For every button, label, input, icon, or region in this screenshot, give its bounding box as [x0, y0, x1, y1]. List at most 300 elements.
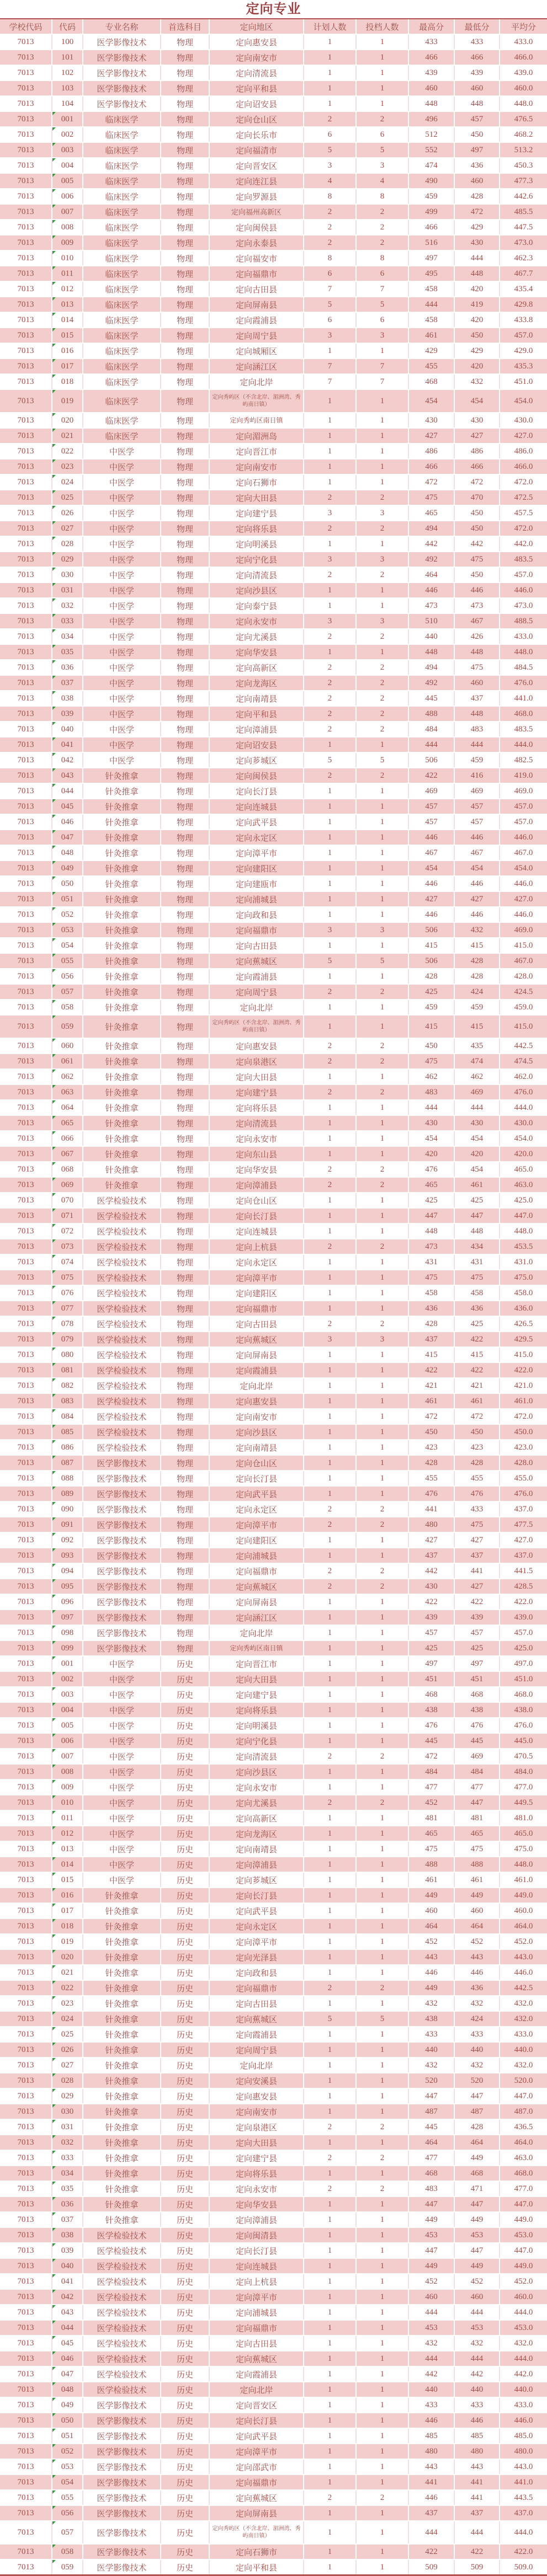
table-row [0, 1223, 547, 1239]
cell-value: 定向仓山区 [235, 115, 277, 125]
cell-value: 2 [380, 1751, 385, 1761]
cell-value: 历史 [176, 1691, 193, 1700]
cell-value: 466 [470, 52, 484, 62]
cell-value: 472 [425, 477, 438, 487]
number-stored-as-text-indicator-icon [52, 1147, 56, 1150]
cell [304, 2444, 356, 2459]
cell [304, 845, 356, 861]
cell [500, 1162, 547, 1177]
cell [304, 413, 356, 428]
cell-value: 定向蕉城区 [235, 2015, 277, 2024]
cell [356, 1471, 408, 1486]
cell-value: 定向仓山区 [235, 1459, 277, 1468]
cell [454, 474, 500, 490]
cell [454, 830, 500, 845]
cell [454, 891, 500, 907]
cell-value: 464 [425, 2137, 438, 2147]
cell-value: 1 [327, 1952, 332, 1962]
cell-value: 定向罗源县 [235, 193, 277, 202]
cell-value: 437.0 [514, 1504, 533, 1514]
cell-value: 中医学 [109, 447, 134, 457]
cell-value: 医学检验技术 [97, 1243, 147, 1252]
cell-value: 427 [425, 1535, 438, 1544]
cell [209, 2073, 304, 2088]
cell-value: 1 [327, 2045, 332, 2054]
cell-value: 415 [470, 1350, 484, 1359]
cell [500, 1223, 547, 1239]
table-row [0, 2305, 547, 2320]
cell [209, 1146, 304, 1162]
number-stored-as-text-indicator-icon [52, 985, 56, 988]
cell-value: 7013 [17, 1875, 34, 1884]
cell-value: 医学影像技术 [97, 2478, 147, 2488]
column-header: 投档人数 [356, 19, 408, 34]
cell-value: 040 [61, 2261, 74, 2270]
cell [209, 2027, 304, 2042]
cell [304, 582, 356, 598]
cell [161, 474, 209, 490]
cell [83, 505, 161, 521]
table-row [0, 1084, 547, 1100]
table-row [0, 2135, 547, 2150]
cell-value: 医学影像技术 [97, 2548, 147, 2557]
cell-value: 492 [425, 678, 438, 687]
cell [356, 1625, 408, 1640]
cell-value: 定向建宁县 [235, 509, 277, 519]
cell [408, 297, 454, 312]
cell-value: 1 [327, 910, 332, 919]
table-row [0, 1872, 547, 1888]
cell [209, 1918, 304, 1934]
cell [83, 1378, 161, 1393]
cell-value: 433.8 [514, 315, 533, 324]
cell-value: 1 [380, 1381, 385, 1390]
cell-value: 中医学 [109, 710, 134, 719]
cell-value: 427.0 [514, 1535, 533, 1544]
cell [209, 938, 304, 953]
cell [161, 1702, 209, 1718]
cell [209, 1285, 304, 1301]
cell-value: 历史 [176, 2216, 193, 2225]
cell-value: 物理 [176, 849, 193, 858]
cell [161, 1965, 209, 1980]
cell [500, 2475, 547, 2490]
cell [161, 2397, 209, 2413]
cell-value: 中医学 [109, 1737, 134, 1746]
cell-value: 1 [380, 2292, 385, 2301]
cell [209, 2166, 304, 2181]
cell-value: 7013 [17, 2493, 34, 2502]
cell [500, 1857, 547, 1872]
cell [83, 50, 161, 65]
cell-value: 定向晋江市 [235, 447, 277, 457]
cell-value: 医学影像技术 [97, 2463, 147, 2472]
cell [0, 1486, 52, 1501]
cell [356, 691, 408, 706]
cell [304, 1100, 356, 1115]
cell [161, 220, 209, 235]
cell-value: 462 [425, 1072, 438, 1081]
table-row [0, 922, 547, 938]
cell-value: 7013 [17, 2153, 34, 2162]
cell [356, 1841, 408, 1857]
cell [0, 536, 52, 552]
cell [408, 1347, 454, 1362]
table-row [0, 505, 547, 521]
cell [454, 189, 500, 204]
number-stored-as-text-indicator-icon [52, 1641, 56, 1644]
cell-value: 物理 [176, 1150, 193, 1159]
cell [454, 443, 500, 459]
cell [209, 1362, 304, 1378]
cell [304, 1702, 356, 1718]
cell [356, 521, 408, 536]
cell-value: 中医学 [109, 586, 134, 596]
cell-value: 460.0 [514, 83, 533, 93]
cell-value: 476.0 [514, 678, 533, 687]
cell [52, 1409, 83, 1424]
cell-value: 442 [425, 539, 438, 548]
cell-value: 定向沙县区 [235, 586, 277, 596]
cell [83, 2444, 161, 2459]
cell [0, 1996, 52, 2011]
cell-value: 442 [470, 539, 484, 548]
cell-value: 物理 [176, 69, 193, 78]
cell-value: 7013 [17, 601, 34, 610]
cell [356, 1486, 408, 1501]
cell-value: 1 [380, 2168, 385, 2178]
cell-value: 历史 [176, 2293, 193, 2302]
number-stored-as-text-indicator-icon [52, 676, 56, 679]
cell [454, 1749, 500, 1764]
cell-value: 483 [425, 1087, 438, 1097]
cell [454, 1872, 500, 1888]
cell-value: 425 [425, 1195, 438, 1205]
cell [83, 752, 161, 768]
number-stored-as-text-indicator-icon [52, 2043, 56, 2046]
cell-value: 2 [327, 1041, 332, 1050]
cell [83, 1888, 161, 1903]
cell-value: 临床医学 [105, 254, 139, 264]
number-stored-as-text-indicator-icon [52, 506, 56, 509]
cell [209, 1640, 304, 1656]
cell-value: 428 [425, 1319, 438, 1328]
cell-value: 7013 [17, 1180, 34, 1189]
cell-value: 定向蕉城区 [235, 1335, 277, 1345]
table-row [0, 1532, 547, 1548]
cell [356, 2073, 408, 2088]
cell [83, 1146, 161, 1162]
cell [500, 1548, 547, 1563]
cell-value: 定向霞浦县 [235, 316, 277, 325]
cell-value: 1 [380, 1767, 385, 1776]
cell [408, 1100, 454, 1115]
cell [209, 1795, 304, 1810]
cell-value: 421 [425, 1381, 438, 1390]
cell-value: 定向上杭县 [235, 2278, 277, 2287]
cell-value: 444 [425, 740, 438, 749]
cell-value: 059 [61, 2562, 74, 2572]
cell [304, 861, 356, 876]
cell-value: 448 [425, 647, 438, 656]
cell [161, 1548, 209, 1563]
cell [500, 1764, 547, 1779]
cell-value: 001 [61, 114, 74, 124]
cell-value: 2 [380, 632, 385, 641]
cell-value: 427 [470, 431, 484, 440]
cell [304, 922, 356, 938]
table-row [0, 2490, 547, 2505]
cell [408, 173, 454, 189]
cell-value: 447 [470, 1211, 484, 1220]
cell-value: 468.0 [514, 1690, 533, 1699]
number-stored-as-text-indicator-icon [52, 2120, 56, 2123]
table-row [0, 1100, 547, 1115]
cell [304, 96, 356, 111]
cell-value: 425 [470, 1319, 484, 1328]
cell [500, 1347, 547, 1362]
cell-value: 7013 [17, 99, 34, 108]
cell-value: 444 [470, 740, 484, 749]
cell-value: 定向南靖县 [235, 1444, 277, 1453]
table-row [0, 2119, 547, 2135]
cell [209, 1409, 304, 1424]
cell [408, 2289, 454, 2305]
cell [500, 2227, 547, 2243]
number-stored-as-text-indicator-icon [52, 297, 56, 301]
cell [52, 2166, 83, 2181]
cell-value: 物理 [176, 679, 193, 688]
cell [52, 142, 83, 158]
cell [209, 328, 304, 343]
cell [52, 312, 83, 328]
number-stored-as-text-indicator-icon [52, 375, 56, 378]
cell [454, 1918, 500, 1934]
cell-value: 428.5 [514, 1581, 533, 1591]
cell [209, 343, 304, 359]
number-stored-as-text-indicator-icon [52, 2305, 56, 2308]
table-row [0, 1285, 547, 1301]
cell-value: 7013 [17, 284, 34, 293]
cell-value: 1 [380, 2354, 385, 2363]
cell [161, 1486, 209, 1501]
cell [161, 459, 209, 474]
cell-value: 针灸推拿 [105, 1088, 139, 1098]
cell-value: 045 [61, 801, 74, 811]
cell-value: 7013 [17, 1319, 34, 1328]
cell [500, 598, 547, 613]
cell-value: 458.0 [514, 1288, 533, 1297]
cell-value: 7013 [17, 771, 34, 780]
cell [304, 953, 356, 969]
cell-value: 103 [61, 83, 74, 93]
cell [52, 490, 83, 505]
cell [408, 1872, 454, 1888]
table-row [0, 1378, 547, 1393]
cell [408, 158, 454, 173]
cell-value: 定向古田县 [235, 2339, 277, 2349]
cell-value: 492 [425, 554, 438, 564]
cell [304, 281, 356, 297]
cell-value: 030 [61, 570, 74, 579]
cell [454, 1594, 500, 1610]
cell-value: 物理 [176, 1644, 193, 1654]
cell [0, 2135, 52, 2150]
cell [83, 1332, 161, 1347]
cell-value: 446 [470, 1968, 484, 1977]
cell [161, 1285, 209, 1301]
cell-value: 7013 [17, 1952, 34, 1962]
cell-value: 010 [61, 1798, 74, 1807]
cell-value: 460.0 [514, 1906, 533, 1915]
cell-value: 436 [425, 1303, 438, 1313]
cell-value: 7013 [17, 83, 34, 93]
cell-value: 7 [327, 284, 332, 293]
cell-value: 历史 [176, 2046, 193, 2055]
cell [356, 536, 408, 552]
cell-value: 7013 [17, 1195, 34, 1205]
cell [0, 1038, 52, 1054]
cell [408, 984, 454, 1000]
cell [0, 891, 52, 907]
cell [304, 1084, 356, 1100]
cell-value: 2 [327, 222, 332, 232]
table-row [0, 374, 547, 389]
cell-value: 物理 [176, 725, 193, 735]
cell-value: 7013 [17, 987, 34, 996]
cell [454, 1702, 500, 1718]
cell-value: 定向永定区 [235, 1922, 277, 1932]
cell [209, 984, 304, 1000]
cell [161, 1594, 209, 1610]
table-row [0, 1702, 547, 1718]
cell [0, 1084, 52, 1100]
cell [500, 1718, 547, 1733]
cell-value: 433 [470, 37, 484, 46]
cell-value: 091 [61, 1520, 74, 1529]
cell [0, 1069, 52, 1084]
number-stored-as-text-indicator-icon [52, 158, 56, 162]
cell [408, 443, 454, 459]
cell [52, 2104, 83, 2119]
cell-value: 7013 [17, 2184, 34, 2193]
cell [0, 706, 52, 722]
cell [408, 1015, 454, 1038]
cell [356, 1146, 408, 1162]
number-stored-as-text-indicator-icon [52, 1857, 56, 1861]
cell-value: 定向永定区 [235, 1258, 277, 1268]
table-row [0, 2011, 547, 2027]
cell [356, 1532, 408, 1548]
table-row [0, 737, 547, 752]
cell [52, 2274, 83, 2289]
cell [500, 2559, 547, 2575]
cell-value: 1 [327, 431, 332, 440]
cell [408, 1285, 454, 1301]
cell-value: 医学检验技术 [97, 1428, 147, 1437]
cell [161, 1177, 209, 1193]
cell [83, 861, 161, 876]
cell-value: 1 [380, 1937, 385, 1946]
cell [161, 50, 209, 65]
number-stored-as-text-indicator-icon [52, 1888, 56, 1891]
cell [83, 281, 161, 297]
cell-value: 医学影像技术 [97, 1536, 147, 1546]
cell [454, 1177, 500, 1193]
cell-value: 017 [61, 1906, 74, 1915]
cell-value: 2 [380, 771, 385, 780]
cell-value: 物理 [176, 972, 193, 982]
number-stored-as-text-indicator-icon [52, 1286, 56, 1289]
cell [454, 2135, 500, 2150]
cell-value: 医学影像技术 [97, 69, 147, 78]
cell [161, 891, 209, 907]
table-row [0, 189, 547, 204]
cell-value: 448 [470, 99, 484, 108]
cell-value: 针灸推拿 [105, 1181, 139, 1190]
cell-value: 059 [61, 1022, 74, 1031]
cell [0, 413, 52, 428]
cell [408, 2428, 454, 2444]
table-row [0, 1471, 547, 1486]
cell-value: 定向永安市 [235, 1135, 277, 1144]
table-row [0, 2382, 547, 2397]
cell [0, 2258, 52, 2274]
cell-value: 044 [61, 2323, 74, 2332]
table-row [0, 1996, 547, 2011]
cell [161, 81, 209, 96]
cell-value: 1 [327, 940, 332, 950]
cell-value: 433 [425, 2029, 438, 2039]
cell-value: 453 [425, 2323, 438, 2332]
cell-value: 483 [425, 2184, 438, 2193]
cell [83, 2289, 161, 2305]
cell-value: 477 [425, 1782, 438, 1792]
cell-value: 临床医学 [105, 162, 139, 171]
cell [0, 2088, 52, 2104]
cell [454, 1362, 500, 1378]
cell [209, 1424, 304, 1440]
cell-value: 中医学 [109, 525, 134, 534]
cell-value: 444.0 [514, 2307, 533, 2317]
cell-value: 定向建宁县 [235, 1088, 277, 1098]
cell [356, 1872, 408, 1888]
number-stored-as-text-indicator-icon [52, 691, 56, 694]
cell-value: 035 [61, 647, 74, 656]
cell-value: 029 [61, 554, 74, 564]
cell [209, 1594, 304, 1610]
cell [0, 629, 52, 644]
cell [161, 1996, 209, 2011]
cell [52, 2305, 83, 2320]
cell-value: 定向霞浦县 [235, 1366, 277, 1376]
cell [500, 1069, 547, 1084]
cell-value: 459 [425, 1002, 438, 1012]
cell-value: 080 [61, 1350, 74, 1359]
cell-value: 定向长汀县 [235, 2247, 277, 2256]
cell-value: 2 [380, 222, 385, 232]
cell-value: 451.0 [514, 1674, 533, 1684]
number-stored-as-text-indicator-icon [52, 614, 56, 617]
cell-value: 定向福安市 [235, 254, 277, 264]
cell-value: 定向永安市 [235, 2185, 277, 2194]
cell [52, 1517, 83, 1532]
cell [161, 281, 209, 297]
cell-value: 定向福清市 [235, 146, 277, 156]
cell [500, 1254, 547, 1270]
cell-value: 历史 [176, 1799, 193, 1808]
cell-value: 481 [470, 1813, 484, 1823]
